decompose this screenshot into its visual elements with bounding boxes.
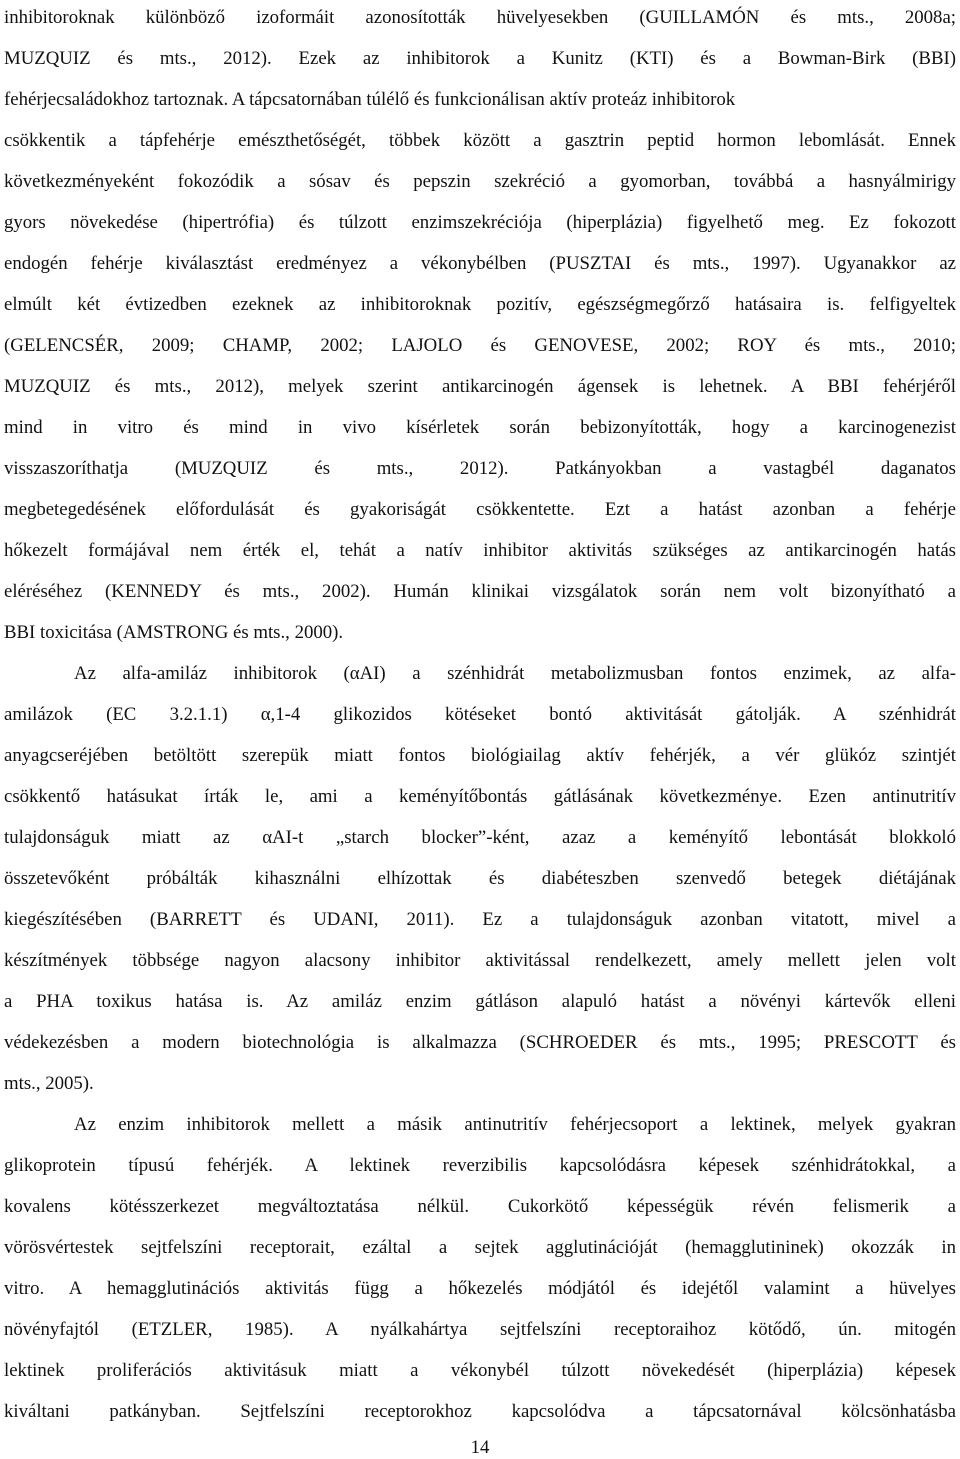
text-line: anyagcseréjében betöltött szerepük miatt fontos biológiailag aktív fehérjék, a vér glükóz szintjét (4, 745, 956, 766)
text-line: gyors növekedése (hipertrófia) és túlzott enzimszekréciója (hiperplázia) figyelhető meg. Ez fokozott (4, 212, 956, 233)
text-line: endogén fehérje kiválasztást eredményez a vékonybélben (PUSZTAI és mts., 1997). Ugyanakkor az (4, 253, 956, 274)
text-line: kovalens kötésszerkezet megváltoztatása nélkül. Cukorkötő képességük révén felismerik a (4, 1196, 956, 1217)
text-line: elmúlt két évtizedben ezeknek az inhibitoroknak pozitív, egészségmegőrző hatásaira is. felfigyeltek (4, 294, 956, 315)
text-line: kiegészítésében (BARRETT és UDANI, 2011). Ez a tulajdonságuk azonban vitatott, mivel a (4, 909, 956, 930)
text-line: Az enzim inhibitorok mellett a másik antinutritív fehérjecsoport a lektinek, melyek gyakran (74, 1114, 956, 1135)
text-line: vörösvértestek sejtfelszíni receptorait, ezáltal a sejtek agglutinációját (hemagglutininek) okozzák in (4, 1237, 956, 1258)
text-line: fehérjecsaládokhoz tartoznak. A tápcsatornában túlélő és funkcionálisan aktív proteáz inhibitorok (4, 89, 736, 110)
text-line: hőkezelt formájával nem érték el, tehát a natív inhibitor aktivitás szükséges az antikarcinogén hatás (4, 540, 956, 561)
text-line: csökkentik a tápfehérje emészthetőségét, többek között a gasztrin peptid hormon lebomlását. Ennek (4, 130, 956, 151)
text-line: következményeként fokozódik a sósav és pepszin szekréció a gyomorban, továbbá a hasnyálmirigy (4, 171, 956, 192)
text-line: összetevőként próbálták kihasználni elhízottak és diabéteszben szenvedő betegek diétájának (4, 868, 956, 889)
text-line: mts., 2005). (4, 1073, 94, 1094)
text-line: inhibitoroknak különböző izoformáit azonosították hüvelyesekben (GUILLAMÓN és mts., 2008a; (4, 7, 956, 28)
text-line: védekezésben a modern biotechnológia is alkalmazza (SCHROEDER és mts., 1995; PRESCOTT és (4, 1032, 956, 1053)
text-line: csökkentő hatásukat írták le, ami a keményítőbontás gátlásának következménye. Ezen antinutritív (4, 786, 956, 807)
text-line: MUZQUIZ és mts., 2012), melyek szerint antikarcinogén ágensek is lehetnek. A BBI fehérjéről (4, 376, 956, 397)
text-line: növényfajtól (ETZLER, 1985). A nyálkahártya sejtfelszíni receptoraihoz kötődő, ún. mitogén (4, 1319, 956, 1340)
text-line: glikoprotein típusú fehérjék. A lektinek reverzibilis kapcsolódásra képesek szénhidrátokkal, a (4, 1155, 956, 1176)
text-line: tulajdonságuk miatt az αAI-t „starch blocker”-ként, azaz a keményítő lebontását blokkoló (4, 827, 956, 848)
text-line: a PHA toxikus hatása is. Az amiláz enzim gátláson alapuló hatást a növényi kártevők elleni (4, 991, 956, 1012)
text-line: amilázok (EC 3.2.1.1) α,1-4 glikozidos kötéseket bontó aktivitását gátolják. A szénhidrát (4, 704, 956, 725)
text-line: lektinek proliferációs aktivitásuk miatt a vékonybél túlzott növekedését (hiperplázia) képesek (4, 1360, 956, 1381)
text-line: eléréséhez (KENNEDY és mts., 2002). Humán klinikai vizsgálatok során nem volt bizonyítható a (4, 581, 956, 602)
text-line: mind in vitro és mind in vivo kísérletek során bebizonyították, hogy a karcinogenezist (4, 417, 956, 438)
text-line: készítmények többsége nagyon alacsony inhibitor aktivitással rendelkezett, amely mellett jelen volt (4, 950, 956, 971)
text-line: (GELENCSÉR, 2009; CHAMP, 2002; LAJOLO és GENOVESE, 2002; ROY és mts., 2010; (4, 335, 956, 356)
text-line: Az alfa-amiláz inhibitorok (αAI) a szénhidrát metabolizmusban fontos enzimek, az alfa- (74, 663, 956, 684)
text-line: MUZQUIZ és mts., 2012). Ezek az inhibitorok a Kunitz (KTI) és a Bowman-Birk (BBI) (4, 48, 956, 69)
page-number: 14 (470, 1437, 490, 1458)
text-line: megbetegedésének előfordulását és gyakoriságát csökkentette. Ezt a hatást azonban a fehérje (4, 499, 956, 520)
text-line: BBI toxicitása (AMSTRONG és mts., 2000). (4, 622, 344, 643)
text-line: visszaszoríthatja (MUZQUIZ és mts., 2012). Patkányokban a vastagbél daganatos (4, 458, 956, 479)
text-line: kiváltani patkányban. Sejtfelszíni receptorokhoz kapcsolódva a tápcsatornával kölcsönhatásba (4, 1401, 956, 1422)
text-line: vitro. A hemagglutinációs aktivitás függ a hőkezelés módjától és idejétől valamint a hüvelyes (4, 1278, 956, 1299)
